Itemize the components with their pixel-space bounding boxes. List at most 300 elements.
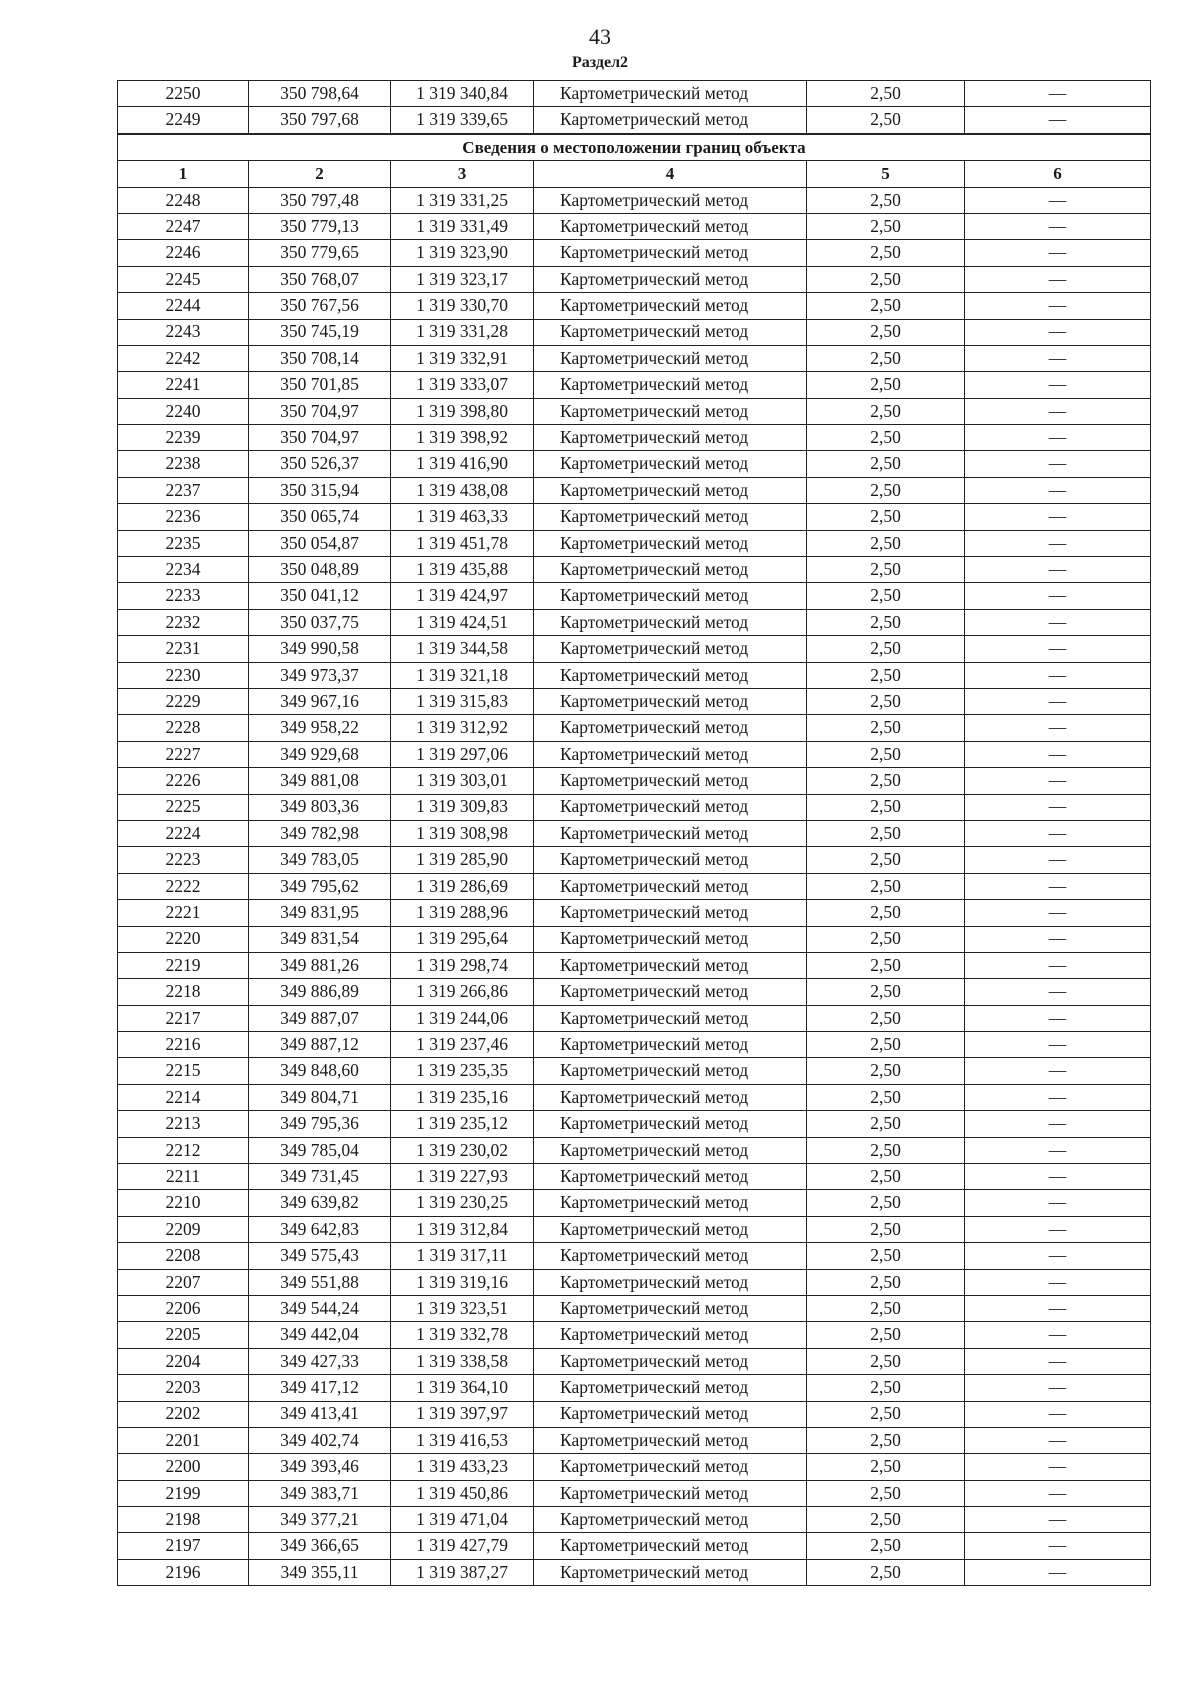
point-number-cell: 2196 bbox=[118, 1559, 249, 1585]
table-row bbox=[118, 1243, 1151, 1269]
table-row bbox=[118, 609, 1151, 635]
note-cell: — bbox=[965, 1084, 1151, 1110]
table-row bbox=[118, 1533, 1151, 1559]
x-coordinate-cell: 349 958,22 bbox=[249, 715, 391, 741]
table-row bbox=[118, 1084, 1151, 1110]
column-number: 2 bbox=[249, 161, 391, 187]
table-row bbox=[118, 187, 1151, 213]
y-coordinate-cell: 1 319 424,51 bbox=[391, 609, 534, 635]
y-coordinate-cell: 1 319 435,88 bbox=[391, 557, 534, 583]
table-row bbox=[118, 900, 1151, 926]
table-row bbox=[118, 1480, 1151, 1506]
column-number-row bbox=[118, 161, 1151, 187]
method-cell: Картометрический метод bbox=[534, 240, 807, 266]
y-coordinate-cell: 1 319 298,74 bbox=[391, 952, 534, 978]
y-coordinate-cell: 1 319 235,16 bbox=[391, 1084, 534, 1110]
note-cell: — bbox=[965, 451, 1151, 477]
accuracy-cell: 2,50 bbox=[807, 1480, 965, 1506]
note-cell: — bbox=[965, 1375, 1151, 1401]
point-number-cell: 2233 bbox=[118, 583, 249, 609]
point-number-cell: 2231 bbox=[118, 636, 249, 662]
note-cell: — bbox=[965, 741, 1151, 767]
x-coordinate-cell: 350 048,89 bbox=[249, 557, 391, 583]
x-coordinate-cell: 350 526,37 bbox=[249, 451, 391, 477]
x-coordinate-cell: 349 551,88 bbox=[249, 1269, 391, 1295]
accuracy-cell: 2,50 bbox=[807, 1295, 965, 1321]
point-number-cell: 2210 bbox=[118, 1190, 249, 1216]
table-row bbox=[118, 1190, 1151, 1216]
note-cell: — bbox=[965, 557, 1151, 583]
column-number: 5 bbox=[807, 161, 965, 187]
table-row bbox=[118, 266, 1151, 292]
x-coordinate-cell: 349 973,37 bbox=[249, 662, 391, 688]
y-coordinate-cell: 1 319 235,12 bbox=[391, 1111, 534, 1137]
table-row bbox=[118, 952, 1151, 978]
point-number-cell: 2211 bbox=[118, 1164, 249, 1190]
method-cell: Картометрический метод bbox=[534, 583, 807, 609]
accuracy-cell: 2,50 bbox=[807, 1559, 965, 1585]
accuracy-cell: 2,50 bbox=[807, 372, 965, 398]
point-number-cell: 2224 bbox=[118, 820, 249, 846]
table-row bbox=[118, 557, 1151, 583]
method-cell: Картометрический метод bbox=[534, 1401, 807, 1427]
y-coordinate-cell: 1 319 427,79 bbox=[391, 1533, 534, 1559]
method-cell: Картометрический метод bbox=[534, 451, 807, 477]
y-coordinate-cell: 1 319 331,25 bbox=[391, 187, 534, 213]
table-row bbox=[118, 477, 1151, 503]
note-cell: — bbox=[965, 688, 1151, 714]
x-coordinate-cell: 350 779,13 bbox=[249, 213, 391, 239]
point-number-cell: 2213 bbox=[118, 1111, 249, 1137]
table-row bbox=[118, 1401, 1151, 1427]
y-coordinate-cell: 1 319 323,17 bbox=[391, 266, 534, 292]
point-number-cell: 2239 bbox=[118, 425, 249, 451]
table-header bbox=[118, 134, 1151, 187]
note-cell: — bbox=[965, 81, 1151, 107]
y-coordinate-cell: 1 319 230,25 bbox=[391, 1190, 534, 1216]
accuracy-cell: 2,50 bbox=[807, 213, 965, 239]
y-coordinate-cell: 1 319 266,86 bbox=[391, 979, 534, 1005]
accuracy-cell: 2,50 bbox=[807, 820, 965, 846]
table-row bbox=[118, 847, 1151, 873]
point-number-cell: 2238 bbox=[118, 451, 249, 477]
y-coordinate-cell: 1 319 338,58 bbox=[391, 1348, 534, 1374]
y-coordinate-cell: 1 319 237,46 bbox=[391, 1032, 534, 1058]
y-coordinate-cell: 1 319 315,83 bbox=[391, 688, 534, 714]
method-cell: Картометрический метод bbox=[534, 1111, 807, 1137]
method-cell: Картометрический метод bbox=[534, 952, 807, 978]
x-coordinate-cell: 350 798,64 bbox=[249, 81, 391, 107]
x-coordinate-cell: 349 795,62 bbox=[249, 873, 391, 899]
y-coordinate-cell: 1 319 323,90 bbox=[391, 240, 534, 266]
x-coordinate-cell: 349 366,65 bbox=[249, 1533, 391, 1559]
x-coordinate-cell: 350 701,85 bbox=[249, 372, 391, 398]
x-coordinate-cell: 349 427,33 bbox=[249, 1348, 391, 1374]
method-cell: Картометрический метод bbox=[534, 794, 807, 820]
method-cell: Картометрический метод bbox=[534, 1427, 807, 1453]
accuracy-cell: 2,50 bbox=[807, 1533, 965, 1559]
accuracy-cell: 2,50 bbox=[807, 425, 965, 451]
y-coordinate-cell: 1 319 339,65 bbox=[391, 107, 534, 134]
y-coordinate-cell: 1 319 295,64 bbox=[391, 926, 534, 952]
point-number-cell: 2249 bbox=[118, 107, 249, 134]
point-number-cell: 2204 bbox=[118, 1348, 249, 1374]
accuracy-cell: 2,50 bbox=[807, 1084, 965, 1110]
y-coordinate-cell: 1 319 398,92 bbox=[391, 425, 534, 451]
x-coordinate-cell: 350 767,56 bbox=[249, 293, 391, 319]
table-row bbox=[118, 1454, 1151, 1480]
accuracy-cell: 2,50 bbox=[807, 794, 965, 820]
accuracy-cell: 2,50 bbox=[807, 662, 965, 688]
table-row bbox=[118, 1032, 1151, 1058]
method-cell: Картометрический метод bbox=[534, 398, 807, 424]
accuracy-cell: 2,50 bbox=[807, 504, 965, 530]
x-coordinate-cell: 349 442,04 bbox=[249, 1322, 391, 1348]
point-number-cell: 2218 bbox=[118, 979, 249, 1005]
point-number-cell: 2198 bbox=[118, 1507, 249, 1533]
y-coordinate-cell: 1 319 438,08 bbox=[391, 477, 534, 503]
point-number-cell: 2226 bbox=[118, 768, 249, 794]
note-cell: — bbox=[965, 1058, 1151, 1084]
table-row bbox=[118, 820, 1151, 846]
table-row bbox=[118, 504, 1151, 530]
method-cell: Картометрический метод bbox=[534, 213, 807, 239]
x-coordinate-cell: 349 731,45 bbox=[249, 1164, 391, 1190]
accuracy-cell: 2,50 bbox=[807, 952, 965, 978]
accuracy-cell: 2,50 bbox=[807, 609, 965, 635]
table-row bbox=[118, 794, 1151, 820]
note-cell: — bbox=[965, 1032, 1151, 1058]
method-cell: Картометрический метод bbox=[534, 1559, 807, 1585]
x-coordinate-cell: 350 708,14 bbox=[249, 345, 391, 371]
note-cell: — bbox=[965, 636, 1151, 662]
x-coordinate-cell: 350 704,97 bbox=[249, 398, 391, 424]
point-number-cell: 2241 bbox=[118, 372, 249, 398]
note-cell: — bbox=[965, 1190, 1151, 1216]
accuracy-cell: 2,50 bbox=[807, 1322, 965, 1348]
method-cell: Картометрический метод bbox=[534, 1533, 807, 1559]
point-number-cell: 2207 bbox=[118, 1269, 249, 1295]
y-coordinate-cell: 1 319 288,96 bbox=[391, 900, 534, 926]
accuracy-cell: 2,50 bbox=[807, 741, 965, 767]
y-coordinate-cell: 1 319 340,84 bbox=[391, 81, 534, 107]
y-coordinate-cell: 1 319 331,49 bbox=[391, 213, 534, 239]
y-coordinate-cell: 1 319 331,28 bbox=[391, 319, 534, 345]
table-row bbox=[118, 1322, 1151, 1348]
note-cell: — bbox=[965, 1348, 1151, 1374]
x-coordinate-cell: 350 037,75 bbox=[249, 609, 391, 635]
column-number: 3 bbox=[391, 161, 534, 187]
accuracy-cell: 2,50 bbox=[807, 1058, 965, 1084]
point-number-cell: 2243 bbox=[118, 319, 249, 345]
page-number: 43 bbox=[589, 24, 611, 49]
note-cell: — bbox=[965, 1269, 1151, 1295]
x-coordinate-cell: 349 886,89 bbox=[249, 979, 391, 1005]
method-cell: Картометрический метод bbox=[534, 1137, 807, 1163]
note-cell: — bbox=[965, 1216, 1151, 1242]
note-cell: — bbox=[965, 372, 1151, 398]
x-coordinate-cell: 350 797,68 bbox=[249, 107, 391, 134]
point-number-cell: 2197 bbox=[118, 1533, 249, 1559]
x-coordinate-cell: 349 804,71 bbox=[249, 1084, 391, 1110]
x-coordinate-cell: 349 831,54 bbox=[249, 926, 391, 952]
note-cell: — bbox=[965, 662, 1151, 688]
accuracy-cell: 2,50 bbox=[807, 293, 965, 319]
table-row bbox=[118, 1058, 1151, 1084]
table-row bbox=[118, 662, 1151, 688]
method-cell: Картометрический метод bbox=[534, 741, 807, 767]
y-coordinate-cell: 1 319 323,51 bbox=[391, 1295, 534, 1321]
method-cell: Картометрический метод bbox=[534, 926, 807, 952]
accuracy-cell: 2,50 bbox=[807, 768, 965, 794]
note-cell: — bbox=[965, 1559, 1151, 1585]
method-cell: Картометрический метод bbox=[534, 293, 807, 319]
y-coordinate-cell: 1 319 332,91 bbox=[391, 345, 534, 371]
accuracy-cell: 2,50 bbox=[807, 1005, 965, 1031]
y-coordinate-cell: 1 319 309,83 bbox=[391, 794, 534, 820]
point-number-cell: 2234 bbox=[118, 557, 249, 583]
accuracy-cell: 2,50 bbox=[807, 847, 965, 873]
y-coordinate-cell: 1 319 227,93 bbox=[391, 1164, 534, 1190]
point-number-cell: 2215 bbox=[118, 1058, 249, 1084]
x-coordinate-cell: 349 377,21 bbox=[249, 1507, 391, 1533]
table-row bbox=[118, 1269, 1151, 1295]
note-cell: — bbox=[965, 1507, 1151, 1533]
y-coordinate-cell: 1 319 397,97 bbox=[391, 1401, 534, 1427]
method-cell: Картометрический метод bbox=[534, 636, 807, 662]
x-coordinate-cell: 349 881,26 bbox=[249, 952, 391, 978]
note-cell: — bbox=[965, 900, 1151, 926]
note-cell: — bbox=[965, 609, 1151, 635]
table-row bbox=[118, 398, 1151, 424]
x-coordinate-cell: 350 041,12 bbox=[249, 583, 391, 609]
point-number-cell: 2223 bbox=[118, 847, 249, 873]
method-cell: Картометрический метод bbox=[534, 372, 807, 398]
rows-before bbox=[118, 81, 1151, 134]
point-number-cell: 2246 bbox=[118, 240, 249, 266]
accuracy-cell: 2,50 bbox=[807, 1243, 965, 1269]
note-cell: — bbox=[965, 1533, 1151, 1559]
point-number-cell: 2237 bbox=[118, 477, 249, 503]
y-coordinate-cell: 1 319 398,80 bbox=[391, 398, 534, 424]
method-cell: Картометрический метод bbox=[534, 1454, 807, 1480]
accuracy-cell: 2,50 bbox=[807, 1507, 965, 1533]
accuracy-cell: 2,50 bbox=[807, 1427, 965, 1453]
point-number-cell: 2209 bbox=[118, 1216, 249, 1242]
y-coordinate-cell: 1 319 321,18 bbox=[391, 662, 534, 688]
note-cell: — bbox=[965, 715, 1151, 741]
note-cell: — bbox=[965, 847, 1151, 873]
x-coordinate-cell: 349 848,60 bbox=[249, 1058, 391, 1084]
point-number-cell: 2232 bbox=[118, 609, 249, 635]
method-cell: Картометрический метод bbox=[534, 1005, 807, 1031]
accuracy-cell: 2,50 bbox=[807, 451, 965, 477]
x-coordinate-cell: 349 783,05 bbox=[249, 847, 391, 873]
note-cell: — bbox=[965, 240, 1151, 266]
table-row bbox=[118, 451, 1151, 477]
x-coordinate-cell: 349 639,82 bbox=[249, 1190, 391, 1216]
point-number-cell: 2217 bbox=[118, 1005, 249, 1031]
accuracy-cell: 2,50 bbox=[807, 1454, 965, 1480]
note-cell: — bbox=[965, 398, 1151, 424]
table-row bbox=[118, 240, 1151, 266]
method-cell: Картометрический метод bbox=[534, 1084, 807, 1110]
method-cell: Картометрический метод bbox=[534, 530, 807, 556]
note-cell: — bbox=[965, 1243, 1151, 1269]
point-number-cell: 2227 bbox=[118, 741, 249, 767]
x-coordinate-cell: 349 795,36 bbox=[249, 1111, 391, 1137]
table-row bbox=[118, 1216, 1151, 1242]
accuracy-cell: 2,50 bbox=[807, 240, 965, 266]
table-row bbox=[118, 1137, 1151, 1163]
accuracy-cell: 2,50 bbox=[807, 1111, 965, 1137]
method-cell: Картометрический метод bbox=[534, 1164, 807, 1190]
point-number-cell: 2228 bbox=[118, 715, 249, 741]
method-cell: Картометрический метод bbox=[534, 900, 807, 926]
method-cell: Картометрический метод bbox=[534, 81, 807, 107]
note-cell: — bbox=[965, 1454, 1151, 1480]
accuracy-cell: 2,50 bbox=[807, 398, 965, 424]
x-coordinate-cell: 349 990,58 bbox=[249, 636, 391, 662]
y-coordinate-cell: 1 319 317,11 bbox=[391, 1243, 534, 1269]
method-cell: Картометрический метод bbox=[534, 425, 807, 451]
table-row bbox=[118, 583, 1151, 609]
table-row bbox=[118, 213, 1151, 239]
note-cell: — bbox=[965, 794, 1151, 820]
note-cell: — bbox=[965, 1480, 1151, 1506]
accuracy-cell: 2,50 bbox=[807, 979, 965, 1005]
x-coordinate-cell: 349 785,04 bbox=[249, 1137, 391, 1163]
accuracy-cell: 2,50 bbox=[807, 900, 965, 926]
note-cell: — bbox=[965, 952, 1151, 978]
point-number-cell: 2236 bbox=[118, 504, 249, 530]
section-title: Раздел2 bbox=[571, 54, 629, 71]
point-number-cell: 2242 bbox=[118, 345, 249, 371]
x-coordinate-cell: 349 393,46 bbox=[249, 1454, 391, 1480]
point-number-cell: 2201 bbox=[118, 1427, 249, 1453]
method-cell: Картометрический метод bbox=[534, 1243, 807, 1269]
note-cell: — bbox=[965, 1005, 1151, 1031]
y-coordinate-cell: 1 319 424,97 bbox=[391, 583, 534, 609]
table-row bbox=[118, 530, 1151, 556]
accuracy-cell: 2,50 bbox=[807, 926, 965, 952]
table-row bbox=[118, 1427, 1151, 1453]
accuracy-cell: 2,50 bbox=[807, 1032, 965, 1058]
x-coordinate-cell: 349 544,24 bbox=[249, 1295, 391, 1321]
accuracy-cell: 2,50 bbox=[807, 107, 965, 134]
table-row bbox=[118, 768, 1151, 794]
x-coordinate-cell: 349 881,08 bbox=[249, 768, 391, 794]
method-cell: Картометрический метод bbox=[534, 319, 807, 345]
table-row bbox=[118, 715, 1151, 741]
accuracy-cell: 2,50 bbox=[807, 688, 965, 714]
table-row bbox=[118, 1005, 1151, 1031]
note-cell: — bbox=[965, 345, 1151, 371]
y-coordinate-cell: 1 319 387,27 bbox=[391, 1559, 534, 1585]
y-coordinate-cell: 1 319 344,58 bbox=[391, 636, 534, 662]
method-cell: Картометрический метод bbox=[534, 1190, 807, 1216]
method-cell: Картометрический метод bbox=[534, 1295, 807, 1321]
point-number-cell: 2230 bbox=[118, 662, 249, 688]
point-number-cell: 2248 bbox=[118, 187, 249, 213]
accuracy-cell: 2,50 bbox=[807, 1348, 965, 1374]
note-cell: — bbox=[965, 213, 1151, 239]
coordinates-table bbox=[117, 80, 1151, 1586]
x-coordinate-cell: 350 315,94 bbox=[249, 477, 391, 503]
table-row bbox=[118, 319, 1151, 345]
method-cell: Картометрический метод bbox=[534, 688, 807, 714]
method-cell: Картометрический метод bbox=[534, 1375, 807, 1401]
accuracy-cell: 2,50 bbox=[807, 319, 965, 345]
x-coordinate-cell: 350 745,19 bbox=[249, 319, 391, 345]
point-number-cell: 2222 bbox=[118, 873, 249, 899]
method-cell: Картометрический метод bbox=[534, 662, 807, 688]
point-number-cell: 2219 bbox=[118, 952, 249, 978]
x-coordinate-cell: 349 383,71 bbox=[249, 1480, 391, 1506]
method-cell: Картометрический метод bbox=[534, 979, 807, 1005]
table-title: Сведения о местоположении границ объекта bbox=[118, 134, 1151, 161]
method-cell: Картометрический метод bbox=[534, 1269, 807, 1295]
accuracy-cell: 2,50 bbox=[807, 1216, 965, 1242]
point-number-cell: 2205 bbox=[118, 1322, 249, 1348]
note-cell: — bbox=[965, 477, 1151, 503]
table-row bbox=[118, 636, 1151, 662]
accuracy-cell: 2,50 bbox=[807, 583, 965, 609]
point-number-cell: 2208 bbox=[118, 1243, 249, 1269]
table-row bbox=[118, 1164, 1151, 1190]
accuracy-cell: 2,50 bbox=[807, 1375, 965, 1401]
accuracy-cell: 2,50 bbox=[807, 1190, 965, 1216]
note-cell: — bbox=[965, 107, 1151, 134]
x-coordinate-cell: 349 355,11 bbox=[249, 1559, 391, 1585]
note-cell: — bbox=[965, 1322, 1151, 1348]
note-cell: — bbox=[965, 1427, 1151, 1453]
y-coordinate-cell: 1 319 332,78 bbox=[391, 1322, 534, 1348]
table-row bbox=[118, 425, 1151, 451]
method-cell: Картометрический метод bbox=[534, 477, 807, 503]
table-row bbox=[118, 926, 1151, 952]
method-cell: Картометрический метод bbox=[534, 345, 807, 371]
method-cell: Картометрический метод bbox=[534, 266, 807, 292]
x-coordinate-cell: 349 402,74 bbox=[249, 1427, 391, 1453]
y-coordinate-cell: 1 319 244,06 bbox=[391, 1005, 534, 1031]
x-coordinate-cell: 349 417,12 bbox=[249, 1375, 391, 1401]
x-coordinate-cell: 349 831,95 bbox=[249, 900, 391, 926]
x-coordinate-cell: 350 779,65 bbox=[249, 240, 391, 266]
method-cell: Картометрический метод bbox=[534, 1507, 807, 1533]
note-cell: — bbox=[965, 926, 1151, 952]
y-coordinate-cell: 1 319 364,10 bbox=[391, 1375, 534, 1401]
accuracy-cell: 2,50 bbox=[807, 530, 965, 556]
note-cell: — bbox=[965, 187, 1151, 213]
method-cell: Картометрический метод bbox=[534, 820, 807, 846]
note-cell: — bbox=[965, 979, 1151, 1005]
table-row bbox=[118, 293, 1151, 319]
y-coordinate-cell: 1 319 235,35 bbox=[391, 1058, 534, 1084]
point-number-cell: 2245 bbox=[118, 266, 249, 292]
point-number-cell: 2203 bbox=[118, 1375, 249, 1401]
table-row bbox=[118, 372, 1151, 398]
y-coordinate-cell: 1 319 230,02 bbox=[391, 1137, 534, 1163]
column-number: 4 bbox=[534, 161, 807, 187]
table-row bbox=[118, 873, 1151, 899]
point-number-cell: 2200 bbox=[118, 1454, 249, 1480]
table-row bbox=[118, 1348, 1151, 1374]
table-row bbox=[118, 1559, 1151, 1585]
note-cell: — bbox=[965, 319, 1151, 345]
note-cell: — bbox=[965, 1137, 1151, 1163]
table-row bbox=[118, 107, 1151, 134]
